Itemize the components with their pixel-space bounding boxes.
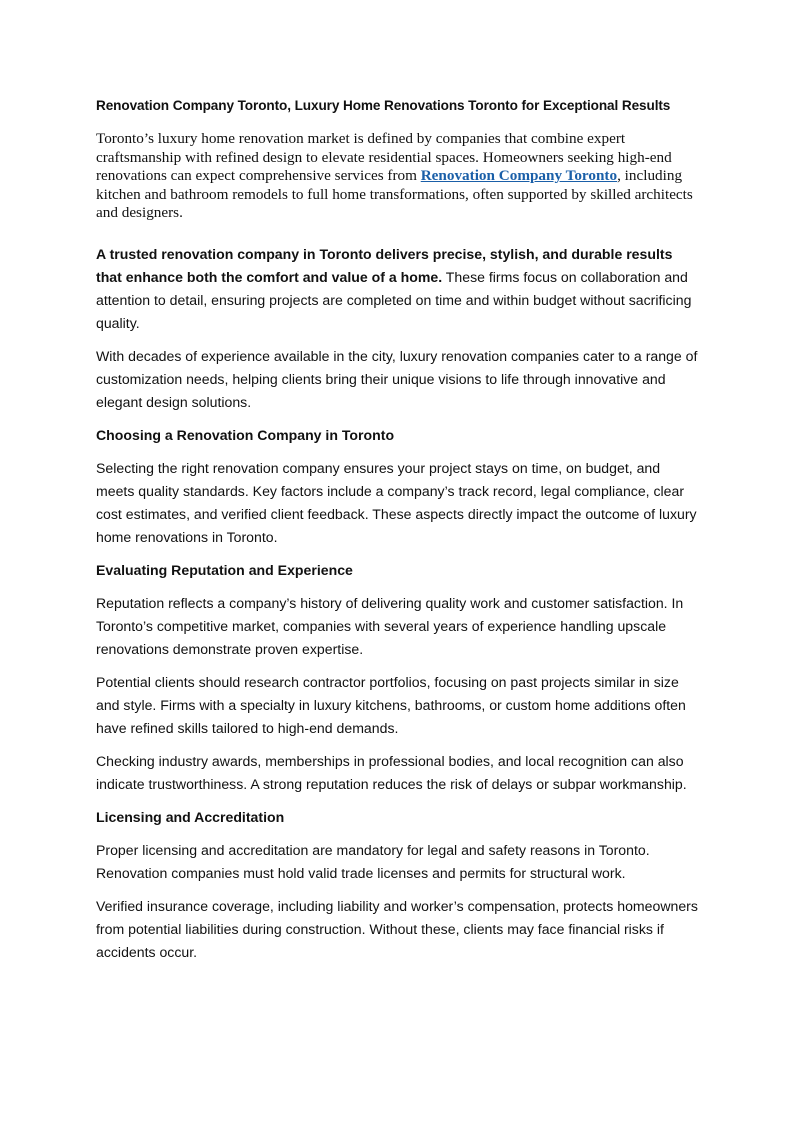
paragraph-awards: Checking industry awards, memberships in professional bodies, and local recognition can also indicate trustworthiness. A strong reputation reduces the risk of delays or subpar workmanship. (96, 752, 687, 792)
paragraph-body-text: These firms focus on collaboration and attention to detail, ensuring projects are completed on time and within budget without sacrificing quality. (96, 268, 692, 331)
document-page (96, 96, 700, 974)
paragraph-licensing: Proper licensing and accreditation are mandatory for legal and safety reasons in Toronto. Renovation companies must hold valid trade licenses and permits for structural work. (96, 841, 650, 881)
paragraph-portfolios: Potential clients should research contractor portfolios, focusing on past projects similar in size and style. Firms with a specialty in luxury kitchens, bathrooms, or custom home additions often have refined skills tailored to high-end demands. (96, 673, 686, 736)
heading-reputation-experience: Evaluating Reputation and Experience (96, 561, 353, 578)
paragraph-trusted-company (96, 243, 700, 335)
paragraph-reputation: Reputation reflects a company’s history of delivering quality work and customer satisfaction. In Toronto’s competitive market, companies with several years of experience handling upscale renovations demonstrate proven expertise. (96, 594, 684, 657)
paragraph-insurance: Verified insurance coverage, including liability and worker’s compensation, protects homeowners from potential liabilities during construction. Without these, clients may face financial risks if accidents occur. (96, 897, 698, 960)
paragraph-selecting-company: Selecting the right renovation company ensures your project stays on time, on budget, and meets quality standards. Key factors include a company’s track record, legal compliance, clear cost estimates, and verified client feedback. These aspects directly impact the outcome of luxury home renovations in Toronto. (96, 459, 697, 545)
paragraph-bold-lead: A trusted renovation company in Toronto delivers precise, stylish, and durable results that enhance both the comfort and value of a home. (96, 245, 673, 285)
paragraph-experience: With decades of experience available in the city, luxury renovation companies cater to a range of customization needs, helping clients bring their unique visions to life through innovative and elegant design solutions. (96, 347, 698, 410)
intro-text-before-link: Toronto’s luxury home renovation market is defined by companies that combine expert craftsmanship with refined design to elevate residential spaces. Homeowners seeking high-end renovations can expect comprehensive services from (96, 130, 672, 185)
intro-text-after-link: , including kitchen and bathroom remodels to full home transformations, often supported by skilled architects and designers. (96, 167, 693, 222)
renovation-company-toronto-link[interactable]: Renovation Company Toronto (420, 167, 618, 185)
document-title: Renovation Company Toronto, Luxury Home Renovations Toronto for Exceptional Results (96, 98, 671, 113)
heading-licensing: Licensing and Accreditation (96, 808, 285, 825)
heading-choosing-company: Choosing a Renovation Company in Toronto (96, 426, 395, 443)
intro-paragraph (96, 130, 700, 223)
